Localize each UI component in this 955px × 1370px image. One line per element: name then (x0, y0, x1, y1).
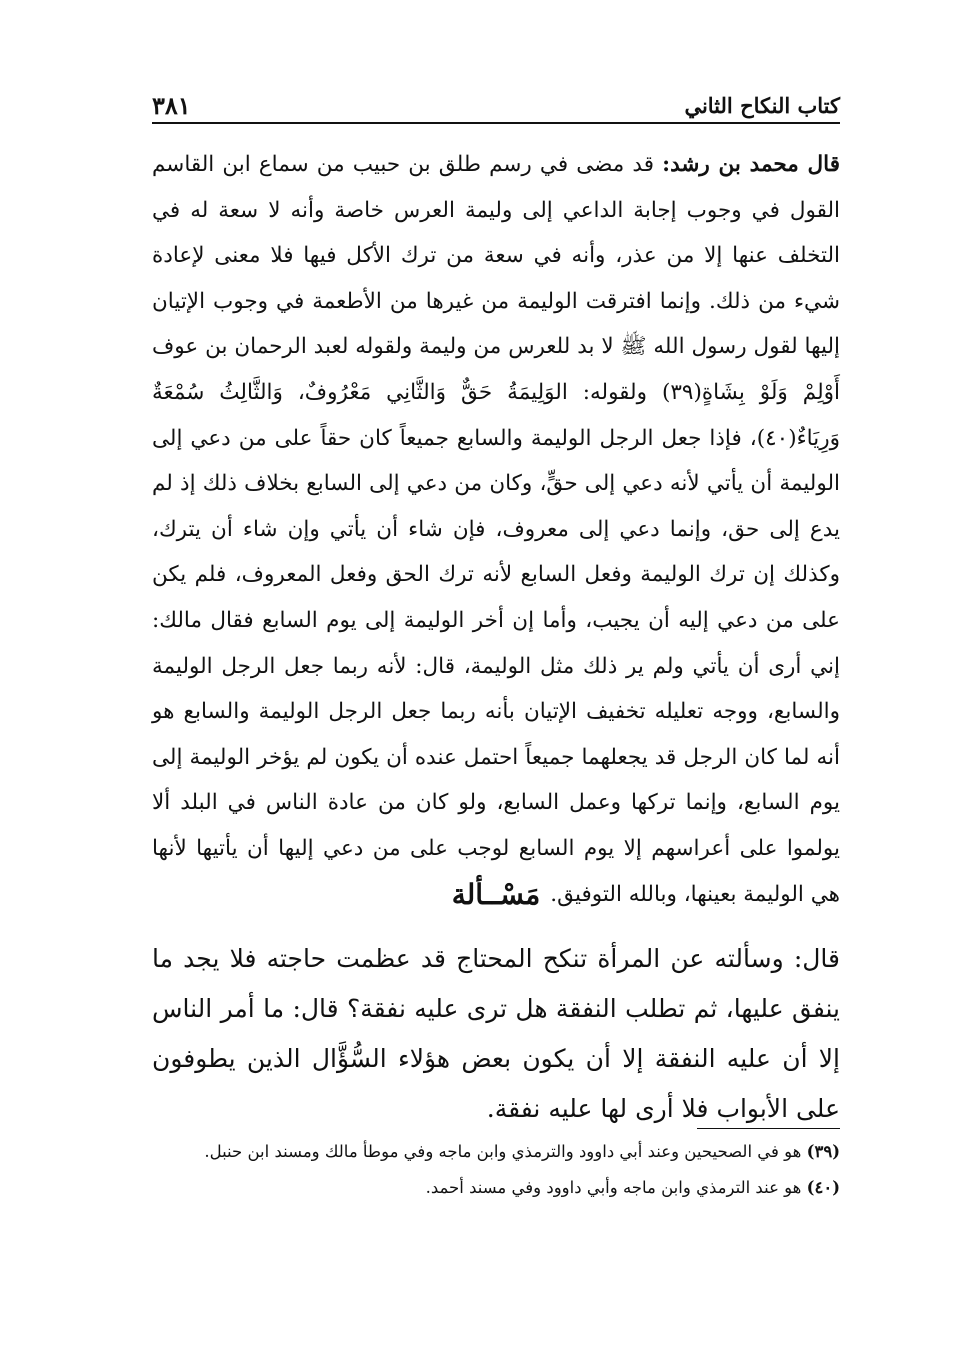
footnote-number: (٤٠) (806, 1178, 840, 1197)
paragraph (152, 142, 840, 917)
speaker-label: قال محمد بن رشد: (662, 152, 840, 177)
page-number: ٣٨١ (152, 91, 191, 120)
book-title: كتاب النكاح الثاني (684, 93, 840, 118)
footnote-number: (٣٩) (806, 1142, 840, 1161)
section-heading: مَسْــألة (451, 878, 541, 911)
section-paragraph (152, 934, 840, 1134)
footnote-divider (697, 1128, 840, 1129)
footnotes (152, 1137, 840, 1209)
section-text: قال: وسألته عن المرأة تنكح المحتاج قد عظمت حاجته فلا يجد ما ينفق عليها، ثم تطلب النفقة هل ترى عليه نفقة؟ قال: ما أمر الناس إلا أن عليه النفقة إلا أن يكون بعض هؤلاء السُّؤَّال الذين يطوفون على الأبواب فلا أرى لها عليه نفقة. (152, 944, 840, 1123)
footnote-text: هو عند الترمذي وابن ماجه وأبي داوود وفي مسند أحمد. (425, 1178, 802, 1197)
paragraph-text: قد مضى في رسم طلق بن حبيب من سماع ابن القاسم القول في وجوب إجابة الداعي إلى وليمة العرس خاصة وأنه لا سعة له في التخلف عنها إلا من عذر، وأنه في سعة من ترك الأكل فيها فلا معنى لإعادة شيء من ذلك. وإنما افترقت الوليمة من غيرها من الأطعمة في وجوب الإتيان إليها لقول رسول الله ﷺ لا بد للعرس من وليمة ولقوله لعبد الرحمان بن عوف أَوْلِمْ وَلَوْ بِشَاةٍ(٣٩) ولقوله: الوَلِيمَةُ حَقٌّ وَالثَّانِي مَعْرُوفٌ، وَالثَّالِثُ سُمْعَةٌ وَرِيَاءٌ(٤٠)، فإذا جعل الرجل الوليمة والسابع جميعاً كان حقاً على من دعي إلى الوليمة أن يأتي لأنه دعي إلى حقٍّ، وكان من دعي إلى السابع بخلاف ذلك إذ لم يدع إلى حق، وإنما دعي إلى معروف، فإن شاء أن يأتي وإن شاء أن يترك، وكذلك إن ترك الوليمة وفعل السابع لأنه ترك الحق وفعل المعروف، فلم يكن على من دعي إليه أن يجيب، وأما إن أخر الوليمة إلى يوم السابع فقال مالك: إني أرى أن يأتي ولم ير ذلك مثل الوليمة، قال: لأنه ربما جعل الرجل الوليمة والسابع، ووجه تعليله تخفيف الإتيان بأنه ربما جعل الرجل الوليمة والسابع هو أنه لما كان الرجل قد يجعلهما جميعاً احتمل عنده أن يكون لم يؤخر الوليمة إلى يوم السابع، وإنما تركها وعمل السابع، ولو كان من عادة الناس في البلد ألا يولموا على أعراسهم إلا يوم السابع لوجب على من دعي إليها أن يأتيها لأنها هي الوليمة بعينها، وبالله التوفيق. (152, 152, 840, 907)
running-header (152, 82, 840, 124)
footnote (152, 1137, 840, 1167)
main-paragraph (152, 142, 840, 917)
footnote-text: هو في الصحيحين وعند أبي داوود والترمذي وابن ماجه وفي موطأ مالك ومسند ابن حنبل. (204, 1142, 802, 1161)
footnote (152, 1173, 840, 1203)
